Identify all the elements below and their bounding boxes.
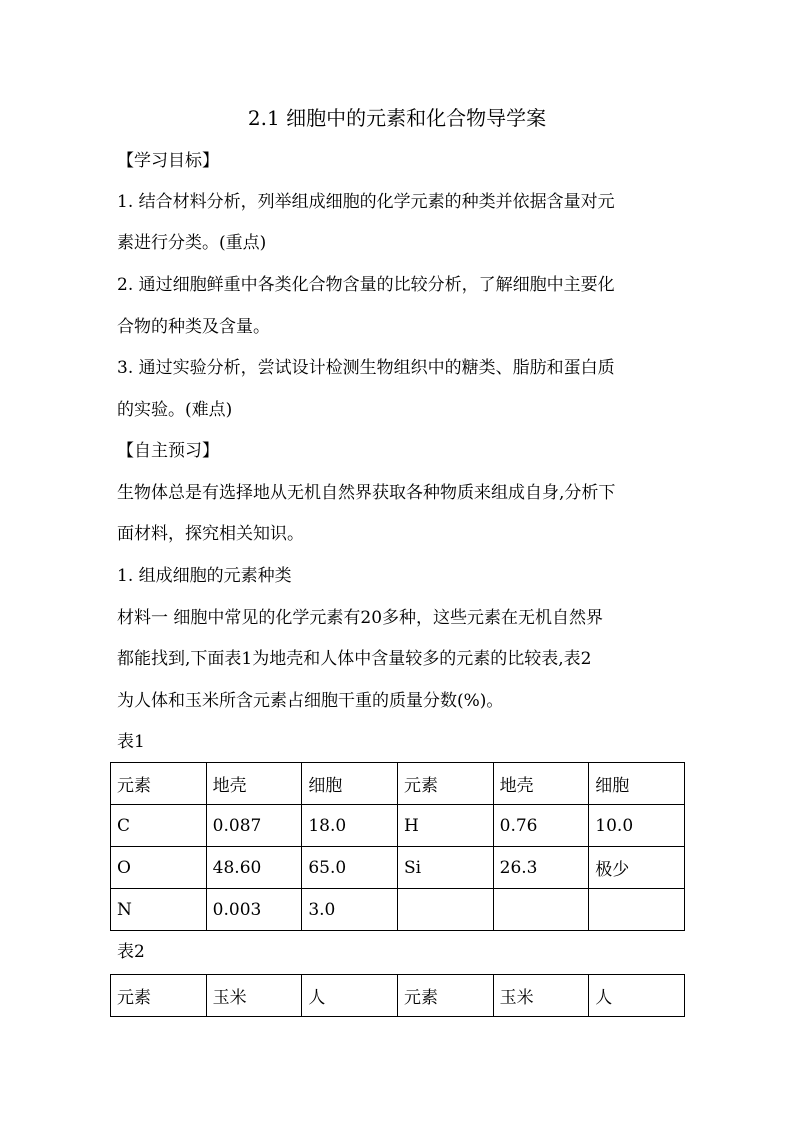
table2 [110, 974, 685, 1017]
objective-2-line-1: 2. 通过细胞鲜重中各类化合物含量的比较分析，了解细胞中主要化 [117, 275, 615, 295]
table-cell: 26.3 [493, 847, 589, 889]
table-cell: 玉米 [206, 975, 302, 1017]
table2-caption: 表2 [117, 942, 145, 962]
table-cell: 细胞 [589, 763, 685, 805]
table-cell: Si [397, 847, 493, 889]
table-cell: N [111, 889, 207, 931]
table-cell: 玉米 [493, 975, 589, 1017]
table-cell: O [111, 847, 207, 889]
objective-1-line-1: 1. 结合材料分析，列举组成细胞的化学元素的种类并依据含量对元 [117, 192, 615, 212]
table1-caption: 表1 [117, 732, 145, 752]
material-line-3: 为人体和玉米所含元素占细胞干重的质量分数(%)。 [117, 691, 504, 711]
objective-3-line-2: 的实验。(难点) [117, 400, 233, 420]
table-row [111, 763, 685, 805]
table-row [111, 805, 685, 847]
table-row [111, 889, 685, 931]
table-cell: 0.003 [206, 889, 302, 931]
table-cell: 地壳 [206, 763, 302, 805]
table-row [111, 847, 685, 889]
objective-3-line-1: 3. 通过实验分析，尝试设计检测生物组织中的糖类、脂肪和蛋白质 [117, 358, 615, 378]
table-cell: 元素 [397, 763, 493, 805]
preview-heading: 【自主预习】 [117, 441, 219, 461]
table-cell: 48.60 [206, 847, 302, 889]
table-cell: 元素 [111, 763, 207, 805]
sub-heading: 1. 组成细胞的元素种类 [117, 566, 292, 586]
table-cell: 元素 [111, 975, 207, 1017]
table-cell: 3.0 [302, 889, 398, 931]
intro-line-1: 生物体总是有选择地从无机自然界获取各种物质来组成自身,分析下 [117, 483, 616, 503]
material-line-1: 材料一 细胞中常见的化学元素有20多种，这些元素在无机自然界 [117, 608, 604, 628]
objective-2-line-2: 合物的种类及含量。 [117, 317, 270, 337]
table-cell: 地壳 [493, 763, 589, 805]
page-title: 2.1 细胞中的元素和化合物导学案 [247, 106, 547, 130]
table-cell: C [111, 805, 207, 847]
table-cell: 元素 [397, 975, 493, 1017]
table-cell: 10.0 [589, 805, 685, 847]
table-cell: 人 [589, 975, 685, 1017]
table-cell: 0.76 [493, 805, 589, 847]
table-cell [397, 889, 493, 931]
table-cell [493, 889, 589, 931]
objectives-heading: 【学习目标】 [117, 151, 219, 171]
table-cell: 65.0 [302, 847, 398, 889]
table-cell: 人 [302, 975, 398, 1017]
table-cell: 18.0 [302, 805, 398, 847]
material-line-2: 都能找到,下面表1为地壳和人体中含量较多的元素的比较表,表2 [117, 649, 592, 669]
table-cell: 细胞 [302, 763, 398, 805]
table1 [110, 762, 685, 931]
table-row [111, 975, 685, 1017]
table-cell: H [397, 805, 493, 847]
table-cell: 极少 [589, 847, 685, 889]
objective-1-line-2: 素进行分类。(重点) [117, 233, 267, 253]
table-cell [589, 889, 685, 931]
intro-line-2: 面材料，探究相关知识。 [117, 524, 304, 544]
table-cell: 0.087 [206, 805, 302, 847]
